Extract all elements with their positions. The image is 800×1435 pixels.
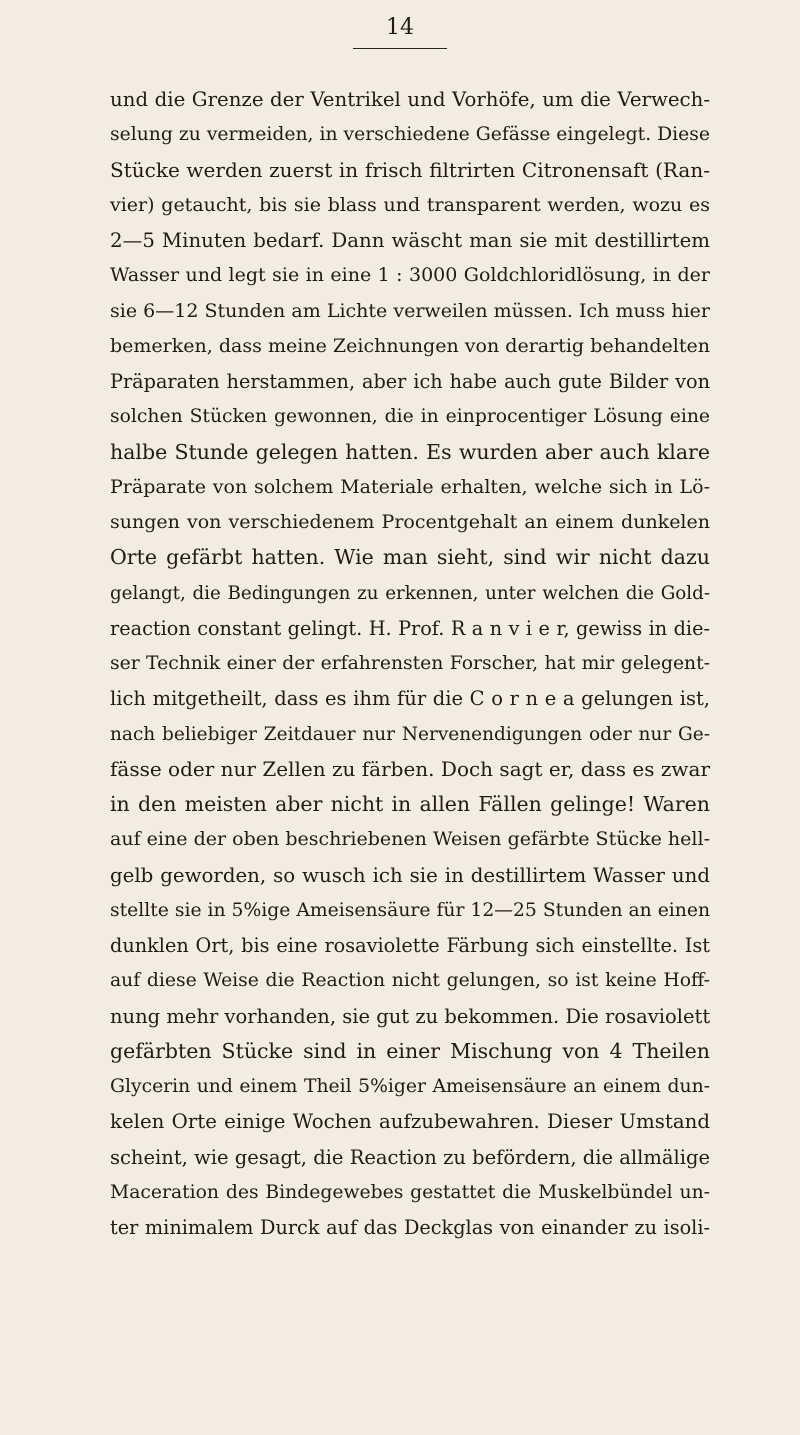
text-line-29: Glycerin und einem Theil 5%iger Ameisensäure an einem dun- bbox=[110, 1076, 710, 1097]
text-line-5: 2—5 Minuten bedarf. Dann wäscht man sie mit destillirtem bbox=[110, 229, 710, 252]
text-line-31: scheint, wie gesagt, die Reaction zu befördern, die allmälige bbox=[110, 1145, 710, 1169]
text-line-18: lich mitgetheilt, dass es ihm für die C o r n e a gelungen ist, bbox=[110, 687, 710, 711]
page-number: 14 bbox=[386, 15, 414, 40]
text-line-4: vier) getaucht, bis sie blass und transparent werden, wozu es bbox=[110, 193, 710, 216]
text-line-8: bemerken, dass meine Zeichnungen von derartig behandelten bbox=[110, 334, 710, 357]
page-number-underline bbox=[353, 48, 447, 49]
text-line-28: gefärbten Stücke sind in einer Mischung von 4 Theilen bbox=[110, 1038, 710, 1063]
text-line-27: nung mehr vorhanden, sie gut zu bekommen. Die rosaviolett bbox=[110, 1004, 711, 1028]
text-line-16: reaction constant gelingt. H. Prof. R a n v i e r, gewiss in die- bbox=[110, 616, 710, 640]
text-line-1: und die Grenze der Ventrikel und Vorhöfe, um die Verwech- bbox=[110, 88, 710, 111]
text-line-6: Wasser und legt sie in eine 1 : 3000 Goldchloridlösung, in der bbox=[110, 264, 710, 287]
text-line-22: auf eine der oben beschriebenen Weisen gefärbte Stücke hell- bbox=[110, 828, 710, 851]
text-line-9: Präparaten herstammen, aber ich habe auch gute Bilder von bbox=[110, 370, 710, 393]
text-line-10: solchen Stücken gewonnen, die in einprocentiger Lösung eine bbox=[110, 406, 710, 428]
text-line-19: nach beliebiger Zeitdauer nur Nervenendigungen oder nur Ge- bbox=[110, 723, 710, 745]
text-line-14: Orte gefärbt hatten. Wie man sieht, sind wir nicht dazu bbox=[110, 545, 710, 570]
text-line-26: auf diese Weise die Reaction nicht gelungen, so ist keine Hoff- bbox=[110, 970, 710, 992]
text-line-15: gelangt, die Bedingungen zu erkennen, unter welchen die Gold- bbox=[110, 582, 710, 604]
text-line-33: ter minimalem Durck auf das Deckglas von einander zu isoli- bbox=[110, 1216, 710, 1239]
text-line-24: stellte sie in 5%ige Ameisensäure für 12—25 Stunden an einen bbox=[110, 899, 711, 921]
text-line-2: selung zu vermeiden, in verschiedene Gefässe eingelegt. Diese bbox=[110, 124, 710, 146]
text-line-12: Präparate von solchem Materiale erhalten, welche sich in Lö- bbox=[110, 475, 710, 498]
text-line-17: ser Technik einer der erfahrensten Forscher, hat mir gelegent- bbox=[110, 653, 710, 674]
text-line-3: Stücke werden zuerst in frisch filtrirten Citronensaft (Ran- bbox=[110, 157, 710, 182]
text-line-30: kelen Orte einige Wochen aufzubewahren. Dieser Umstand bbox=[110, 1110, 710, 1134]
text-line-11: halbe Stunde gelegen hatten. Es wurden aber auch klare bbox=[110, 439, 710, 464]
text-line-23: gelb geworden, so wusch ich sie in destillirtem Wasser und bbox=[110, 863, 710, 887]
text-line-7: sie 6—12 Stunden am Lichte verweilen müssen. Ich muss hier bbox=[110, 299, 710, 322]
text-line-13: sungen von verschiedenem Procentgehalt an einem dunkelen bbox=[110, 511, 710, 533]
text-line-20: fässe oder nur Zellen zu färben. Doch sagt er, dass es zwar bbox=[110, 756, 710, 781]
text-line-25: dunklen Ort, bis eine rosaviolette Färbung sich einstellte. Ist bbox=[110, 934, 710, 957]
text-line-21: in den meisten aber nicht in allen Fällen gelinge! Waren bbox=[110, 792, 710, 816]
text-line-32: Maceration des Bindegewebes gestattet die Muskelbündel un- bbox=[110, 1181, 710, 1203]
body-text bbox=[110, 82, 710, 1245]
